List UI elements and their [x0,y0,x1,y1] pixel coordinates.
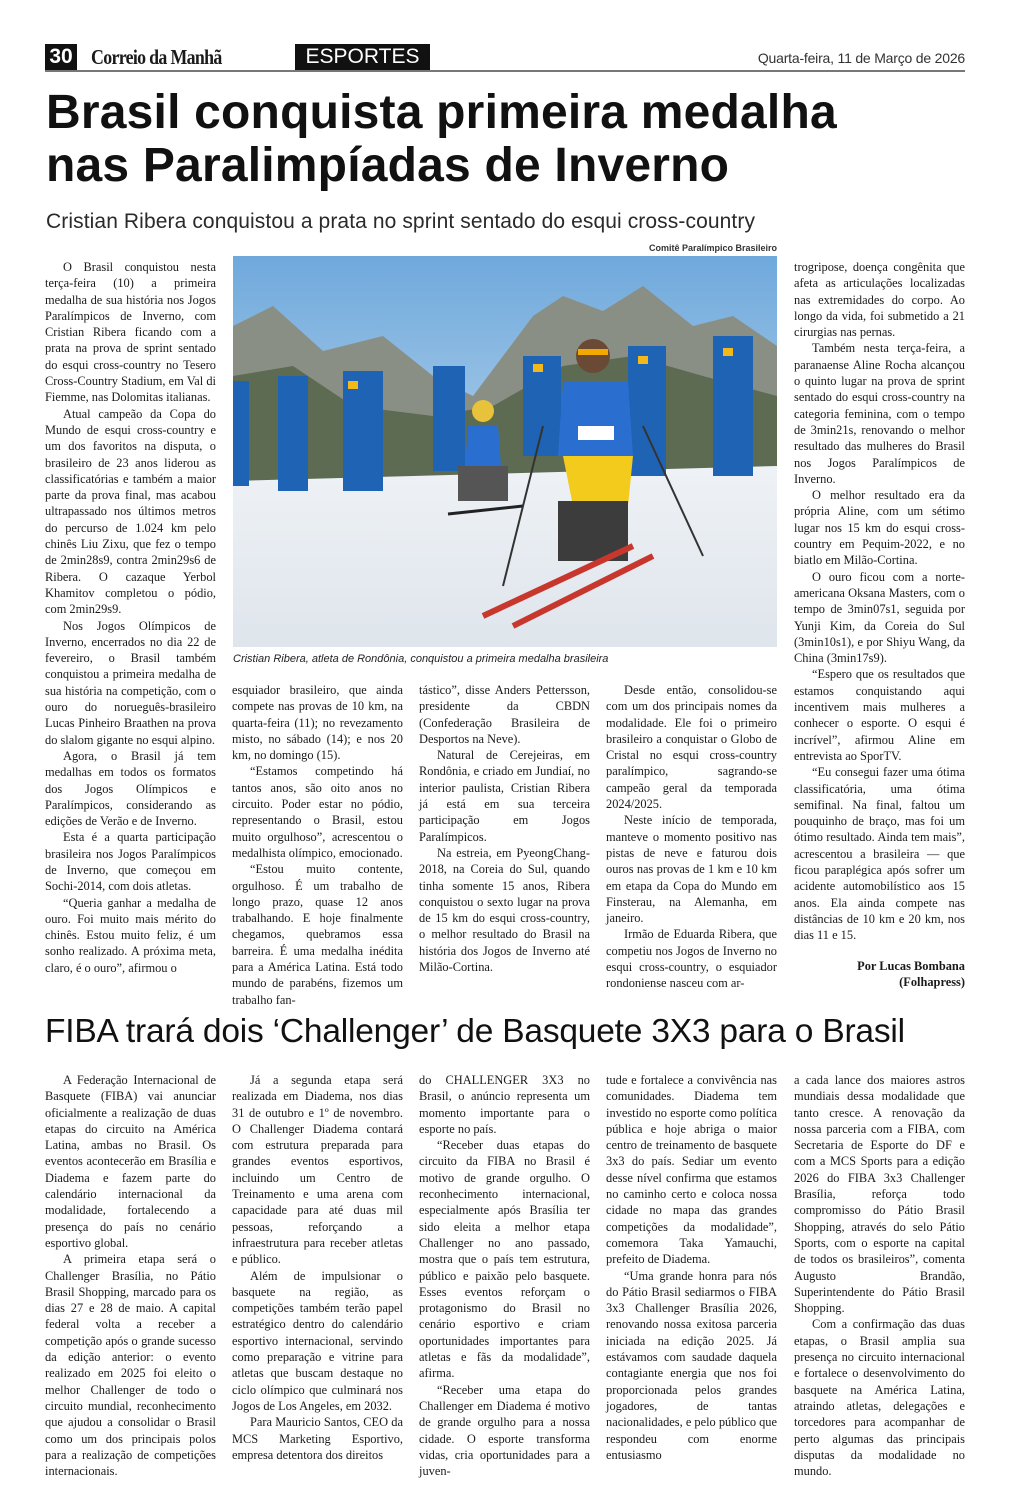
article-photo [233,256,777,647]
article-paragraph: Também nesta terça-feira, a paranaense Aline Rocha alcançou o quinto lugar na prova de sprint sentado do esqui cross-country na categoria feminina, com o tempo de 3min21s, renovando o melhor resultado das mulheres do Brasil nos Jogos Paralímpicos de Inverno. [794,341,965,486]
article-paragraph: “Receber duas etapas do circuito da FIBA no Brasil é motivo de grande orgulho. O reconhecimento internacional, especialmente após Brasília ter sido eleita a melhor etapa Challenger no ano passado, mostra que o país tem estrutura, público e paixão pelo basquete. Esses eventos reforçam o protagonismo do Brasil no cenário esportivo e criam oportunidades importantes para atletas e fãs da modalidade”, afirma. [419,1138,590,1381]
article-column [232,682,403,1008]
headline-line: Brasil conquista primeira medalha [46,86,837,139]
article-paragraph: Para Mauricio Santos, CEO da MCS Marketing Esportivo, empresa detentora dos direitos [232,1415,403,1462]
article-paragraph: “Queria ganhar a medalha de ouro. Foi muito mais mérito do chinês. Estou muito feliz, é um sonho realizado. A próxima meta, claro, é o ouro”, afirmou o [45,895,216,975]
byline [794,958,965,991]
newspaper-logo: Correio da Manhã [91,45,222,69]
byline-author: Por Lucas Bombana [857,959,965,973]
article-paragraph: “Uma grande honra para nós do Pátio Brasil sediarmos o FIBA 3x3 Challenger Brasília 2026, renovando nossa exitosa parceria iniciada na edição 2025. Já estávamos com saudade daquela contagiante energia que nos foi proporcionada pelos grandes jogadores, de tantas nacionalidades, e pelo público que respondeu com enorme entusiasmo [606,1268,778,1462]
article-paragraph: trogripose, doença congênita que afeta as articulações localizadas nas extremidades do corpo. Ao longo da vida, foi submetido a 21 cirurgias nas pernas. [794,260,965,340]
article-paragraph: A primeira etapa será o Challenger Brasília, no Pátio Brasil Shopping, marcado para os dias 27 e 28 de maio. A capital federal volta a receber a competição após o grande sucesso da edição anterior: o evento realizado em 2025 foi eleito o melhor Challenger de todo o circuito mundial, reconhecimento que ajudou a consolidar o Brasil como um dos principais polos para a realização de competições internacionais. [45,1252,216,1479]
article-paragraph: O Brasil conquistou nesta terça-feira (10) a primeira medalha de sua história nos Jogos Paralímpicos de Inverno, com Cristian Ribera ficando com a prata na prova de sprint sentado do esqui cross-country no Tesero Cross-Country Stadium, em Val di Fiemme, nas Dolomitas italianas. [45,260,216,405]
issue-date: Quarta-feira, 11 de Março de 2026 [757,50,965,66]
article-paragraph: Já a segunda etapa será realizada em Diadema, nos dias 31 de outubro e 1º de novembro. O Challenger Diadema contará com estrutura preparada para grandes eventos esportivos, incluindo um Centro de Treinamento e uma arena com capacidade para até duas mil pessoas, reforçando a infraestrutura para receber atletas e público. [232,1073,403,1267]
article-subheadline: Cristian Ribera conquistou a prata no sprint sentado do esqui cross-country [46,210,756,233]
article-paragraph: Neste início de temporada, manteve o momento positivo nas pistas de neve e faturou dois ouros nas provas de 1 km e 10 km em etapa da Copa do Mundo em Finsterau, na Alemanha, em janeiro. [606,813,777,926]
article-column [232,1072,403,1463]
page-number: 30 [45,44,77,70]
article-paragraph: Desde então, consolidou-se com um dos principais nomes da modalidade. Ele foi o primeiro brasileiro a conquistar o Globo de Cristal no esqui cross-country paralímpico, sagrando-se campeão geral da temporada 2024/2025. [606,683,777,812]
article-headline: FIBA trará dois ‘Challenger’ de Basquete 3X3 para o Brasil [45,1013,905,1050]
article-paragraph: O ouro ficou com a norte-americana Oksana Masters, com o tempo de 3min07s1, seguida por Yunji Kim, da Coreia do Sul (3min10s1), e por Shiyu Wang, da China (3min17s9). [794,569,965,666]
article-paragraph: Agora, o Brasil já tem medalhas em todos os formatos dos Jogos Olímpicos e Paralímpicos, considerando as edições de Verão e de Inverno. [45,748,216,829]
article-column [794,259,965,943]
article-column [419,682,590,975]
article-column [419,1072,590,1479]
article-paragraph: Além de impulsionar o basquete na região, as competições também terão papel estratégico dentro do calendário esportivo internacional, servindo como preparação e vitrine para atletas que buscam destaque no ciclo olímpico que culminará nos Jogos de Los Angeles, em 2032. [232,1268,403,1413]
article-paragraph: Com a confirmação das duas etapas, o Brasil amplia sua presença no circuito internacional e fortalece o desenvolvimento do basquete na América Latina, atraindo atletas, delegações e torcedores para acompanhar de perto algumas das principais disputas da modalidade no mundo. [794,1317,965,1479]
section-label: ESPORTES [295,44,430,70]
article-paragraph: A Federação Internacional de Basquete (FIBA) vai anunciar oficialmente a realização de duas etapas do circuito na América Latina, ambas no Brasil. Os eventos acontecerão em Brasília e Diadema e fazem parte do calendário internacional da modalidade, fortalecendo a presença do país no cenário esportivo global. [45,1073,216,1250]
article-column [606,682,777,992]
article-paragraph: tude e fortalece a convivência nas comunidades. Diadema tem investido no esporte como política pública e hoje abriga o maior centro de treinamento de basquete 3x3 do país. Sediar um evento desse nível confirma que estamos no caminho certo e coloca nossa cidade no mapa das grandes competições da modalidade”, comemora Taka Yamauchi, prefeito de Diadema. [606,1073,777,1267]
article-paragraph: a cada lance dos maiores astros mundiais dessa modalidade que tanto cresce. A renovação da nossa parceria com a FIBA, com Secretaria de Esporte do DF e com a MCS Sports para a edição 2026 do FIBA 3x3 Challenger Brasília, reforça todo compromisso do Pátio Brasil Shopping, através do selo Pátio Sports, com o esporte na capital de todos os brasileiros”, comenta Augusto Brandão, Superintendente do Pátio Brasil Shopping. [794,1073,965,1316]
article-paragraph: Na estreia, em PyeongChang-2018, na Coreia do Sul, quando tinha somente 15 anos, Ribera conquistou o sexto lugar na prova de 15 km do esqui cross-country, o melhor resultado do Brasil na história dos Jogos de Inverno até Milão-Cortina. [419,845,590,975]
article-headline [46,86,976,192]
article-paragraph: O melhor resultado era da própria Aline, com um sétimo lugar nos 15 km do esqui cross-country em Pequim-2022, e no biatlo em Milão-Cortina. [794,488,965,568]
article-column [45,259,216,976]
article-paragraph: Esta é a quarta participação brasileira nos Jogos Paralímpicos de Inverno, que começou em Sochi-2014, com dois atletas. [45,830,216,894]
article-paragraph: Atual campeão da Copa do Mundo de esqui cross-country e um dos favoritos na disputa, o brasileiro de 23 anos liderou as classificatórias e também a maior parte da prova final, mas acabou ultrapassado nos últimos metros do percurso de 1.024 km pelo chinês Liu Zixu, que fez o tempo de 2min28s9, contra 2min29s6 de Ribera. O cazaque Yerbol Khamitov completou o pódio, com 2min29s9. [45,406,216,617]
article-paragraph: “Receber uma etapa do Challenger em Diadema é motivo de grande orgulho para a nossa cidade. O esporte transforma vidas, cria oportunidades para a juven- [419,1382,590,1479]
article-paragraph: “Estamos competindo há tantos anos, são oito anos no circuito. Poder estar no pódio, representando o Brasil, estou muito orgulhoso”, acrescentou o medalhista olímpico, emocionado. [232,764,403,860]
article-paragraph: “Espero que os resultados que estamos conquistando aqui incentivem mais mulheres a conhecer o esporte. O esqui é incrível”, afirmou Aline em entrevista ao SporTV. [794,667,965,763]
para-ski-photo [233,256,777,647]
headline-line: nas Paralimpíadas de Inverno [46,139,730,192]
article-paragraph: do CHALLENGER 3X3 no Brasil, o anúncio representa um momento importante para o esporte no país. [419,1073,590,1136]
photo-caption: Cristian Ribera, atleta de Rondônia, conquistou a primeira medalha brasileira [233,653,609,665]
photo-credit: Comitê Paralímpico Brasileiro [648,243,777,253]
article-column [794,1072,965,1479]
article-paragraph: esquiador brasileiro, que ainda compete nas provas de 10 km, na quarta-feira (11); no revezamento misto, no sábado (14); e nos 20 km, no domingo (15). [232,683,403,763]
article-paragraph: Irmão de Eduarda Ribera, que competiu nos Jogos de Inverno no esqui cross-country, o esquiador rondoniense nasceu com ar- [606,927,777,991]
article-column [45,1072,216,1479]
article-paragraph: “Estou muito contente, orgulhoso. É um trabalho de longo prazo, quase 12 anos trabalhando. E hoje finalmente chegamos, quebramos essa barreira. É uma medalha inédita para a América Latina. Está todo mundo de parabéns, fizemos um trabalho fan- [232,862,403,1007]
article-paragraph: tástico”, disse Anders Pettersson, presidente da CBDN (Confederação Brasileira de Desportos na Neve). [419,683,590,746]
article-paragraph: “Eu consegui fazer uma ótima classificatória, uma ótima semifinal. Na final, faltou um pouquinho de braço, mas foi um ótimo resultado. Ainda tem mais”, acrescentou a brasileira — que ficou paraplégica após sofrer um acidente automobilístico aos 15 anos. Ela ainda compete nas distâncias de 10 km e 20 km, nos dias 11 e 15. [794,765,965,943]
article-paragraph: Nos Jogos Olímpicos de Inverno, encerrados no dia 22 de fevereiro, o Brasil também conquistou a primeira medalha de sua história na competição, com o ouro do norueguês-brasileiro Lucas Pinheiro Braathen na prova do slalom gigante no esqui alpino. [45,618,216,747]
article-column [606,1072,777,1463]
byline-agency: (Folhapress) [899,975,965,990]
article-paragraph: Natural de Cerejeiras, em Rondônia, e criado em Jundiaí, no interior paulista, Cristian Ribera já está em sua terceira participação em Jogos Paralímpicos. [419,748,590,844]
page-header [45,44,965,72]
